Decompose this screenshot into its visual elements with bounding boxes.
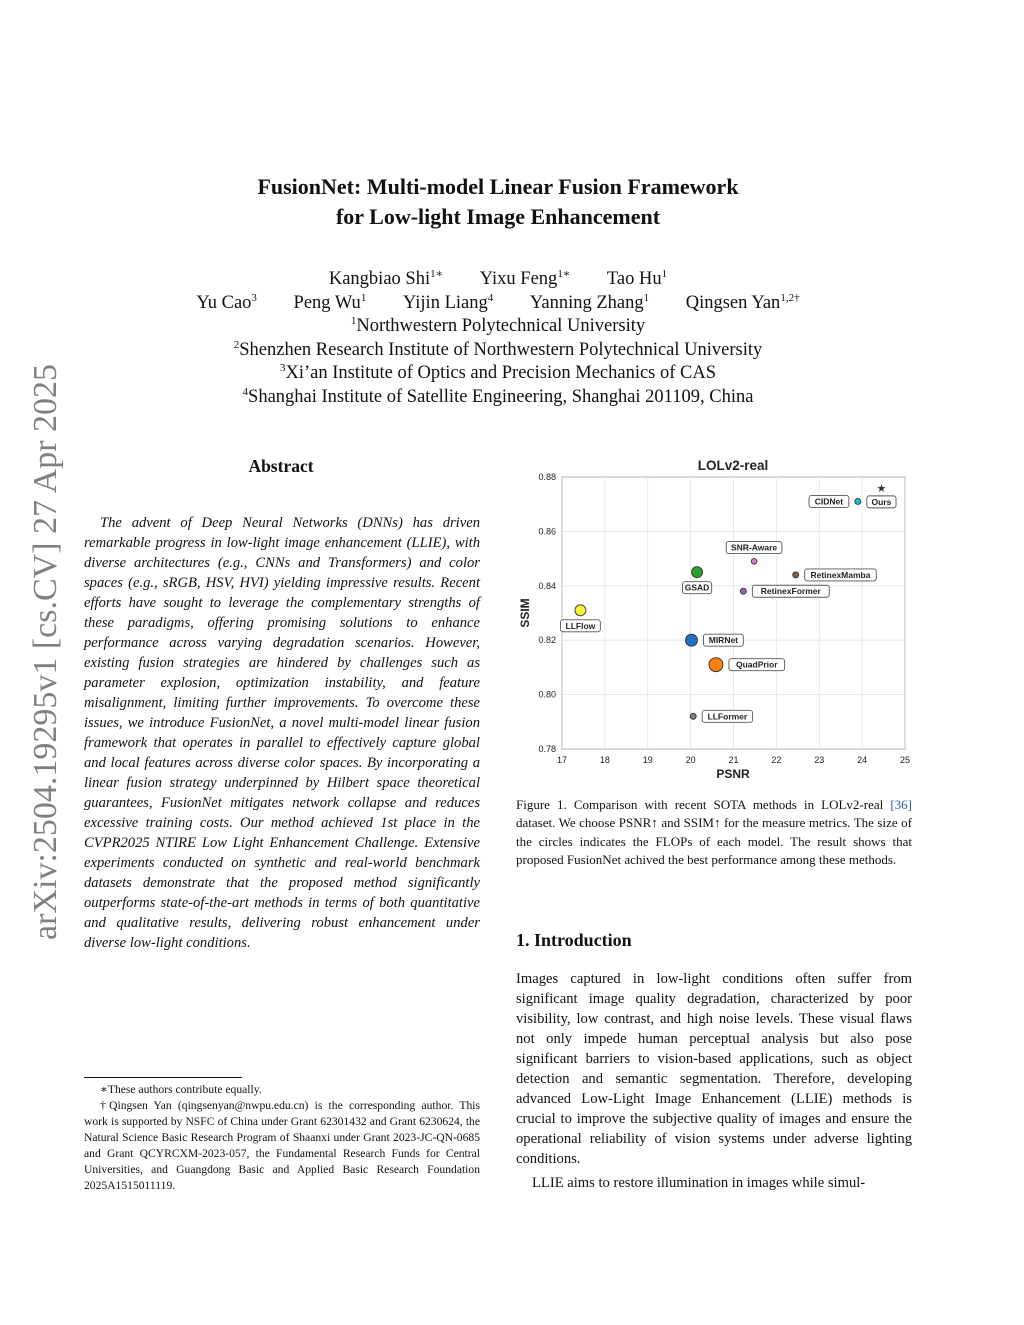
data-label: MIRNet bbox=[708, 635, 739, 646]
x-tick-label: 24 bbox=[857, 755, 868, 765]
data-label: GSAD bbox=[684, 582, 710, 593]
data-label: QuadPrior bbox=[735, 659, 778, 670]
data-point-retinexformer bbox=[740, 588, 746, 594]
y-tick-label: 0.86 bbox=[538, 526, 556, 537]
data-point-retinexmamba bbox=[793, 572, 799, 578]
footnote-corresponding-author: †Qingsen Yan (qingsenyan@nwpu.edu.cn) is the corresponding author. This work is supported by NSFC of China under Grant 62301432 and Grant 6230624, the Natural Science Basic Research Program of Shaanxi under Grant 2023-JC-QN-0685 and Grant QCYRCXM-2023-057, the Fundamental Research Funds for Central Universities, and Guangdong Basic and Applied Basic Research Foundation 2025A1515011119. bbox=[84, 1099, 480, 1192]
x-tick-label: 22 bbox=[771, 755, 782, 765]
abstract-body: The advent of Deep Neural Networks (DNNs) has driven remarkable progress in low-light image enhancement (LLIE), with diverse architectures (e.g., CNNs and Transformers) and color spaces (e.g., sRGB, HSV, HVI) yielding impressive results. Recent efforts have sought to leverage the complementary strengths of these paradigms, offering promising solutions to enhance performance across varying degradation scenarios. However, existing fusion strategies are hindered by challenges such as parameter explosion, optimization instability, and feature misalignment, limiting further improvements. To overcome these issues, we introduce FusionNet, a novel multi-model linear fusion framework that operates in parallel to effectively capture global and local features across diverse color spaces. By incorporating a linear fusion strategy underpinned by Hilbert space theoretical guarantees, FusionNet mitigates network collapse and reduces excessive training costs. Our method achieved 1st place in the CVPR2025 NTIRE Low Light Enhancement Challenge. Extensive experiments conducted on synthetic and real-world benchmark datasets demonstrate that the proposed method significantly outperforms state-of-the-art methods in terms of both quantitative and qualitative results, delivering robust enhancement under diverse low-light conditions. bbox=[84, 515, 480, 951]
star-marker: ★ bbox=[876, 482, 887, 495]
affiliation: $^2$Shenzhen Research Institute of Northwestern Polytechnical University bbox=[233, 338, 763, 360]
footnote-divider bbox=[84, 1077, 242, 1078]
author: Tao Hu$^1$ bbox=[606, 268, 668, 289]
introduction-body bbox=[516, 969, 912, 1193]
figure-caption: Figure 1. Comparison with recent SOTA methods in LOLv2-real [36] dataset. We choose PSNR↑ and SSIM↑ for the measure metrics. The size of the circles indicates the FLOPs of each model. The result shows that proposed FusionNet achived the best performance among these methods. bbox=[516, 797, 912, 868]
x-axis-label: PSNR bbox=[716, 767, 750, 781]
data-point-llformer bbox=[690, 713, 696, 719]
data-label: CIDNet bbox=[814, 496, 844, 507]
y-tick-label: 0.82 bbox=[538, 635, 556, 646]
data-label: Ours bbox=[871, 496, 892, 507]
data-label: RetinexFormer bbox=[760, 586, 821, 597]
x-tick-label: 23 bbox=[814, 755, 825, 765]
data-point-gsad bbox=[692, 567, 703, 578]
author: Yu Cao$^3$ bbox=[196, 291, 257, 313]
affiliation: $^4$Shanghai Institute of Satellite Engineering, Shanghai 201109, China bbox=[242, 385, 754, 407]
y-tick-label: 0.84 bbox=[538, 580, 556, 591]
intro-paragraph-1: Images captured in low-light conditions often suffer from significant image quality degradation, characterized by poor visibility, low contrast, and high noise levels. These visual flaws not only impede human perceptual analysis but also pose significant barriers to vision-based applications, such as object detection and semantic segmentation. Therefore, developing advanced Low-Light Image Enhancement (LLIE) methods is crucial to improve the subjective quality of images and ensure the operational reliability of vision systems under adverse lighting conditions. bbox=[516, 971, 912, 1167]
title-line-2: for Low-light Image Enhancement bbox=[335, 204, 661, 229]
data-point-cidnet bbox=[855, 498, 861, 504]
x-tick-label: 17 bbox=[556, 755, 568, 765]
section-heading-introduction: 1. Introduction bbox=[516, 930, 632, 950]
x-tick-label: 20 bbox=[685, 755, 696, 765]
y-tick-label: 0.88 bbox=[538, 472, 556, 482]
x-tick-label: 21 bbox=[728, 755, 739, 765]
y-axis-label: SSIM bbox=[518, 598, 532, 628]
figure-1 bbox=[513, 452, 915, 782]
data-label: SNR-Aware bbox=[731, 542, 778, 553]
scatter-chart bbox=[513, 452, 915, 782]
affiliation: $^1$Northwestern Polytechnical University bbox=[350, 315, 646, 337]
data-point-mirnet bbox=[685, 634, 697, 646]
paper-title bbox=[0, 172, 996, 232]
x-tick-label: 25 bbox=[899, 755, 911, 765]
footnote-equal-contribution: ∗These authors contribute equally. bbox=[100, 1083, 262, 1096]
x-tick-label: 19 bbox=[642, 755, 653, 765]
data-point-snr-aware bbox=[751, 559, 757, 565]
title-line-1: FusionNet: Multi-model Linear Fusion Framework bbox=[257, 174, 739, 199]
y-tick-label: 0.80 bbox=[538, 689, 556, 700]
author: Yanning Zhang$^1$ bbox=[529, 291, 650, 313]
author-line-2 bbox=[0, 292, 996, 316]
data-point-quadprior bbox=[709, 658, 723, 672]
affiliation: $^3$Xi’an Institute of Optics and Precision Mechanics of CAS bbox=[279, 362, 717, 384]
author: Qingsen Yan$^{1,2\dagger}$ bbox=[685, 291, 800, 313]
author-line-1 bbox=[0, 268, 996, 292]
author: Kangbiao Shi$^{1∗}$ bbox=[328, 268, 444, 289]
citation-link[interactable]: [36] bbox=[890, 797, 912, 812]
data-point-llflow bbox=[575, 605, 586, 616]
footnotes bbox=[84, 1082, 480, 1194]
author: Yijin Liang$^4$ bbox=[402, 291, 494, 313]
data-label: LLFlow bbox=[565, 620, 596, 631]
author: Yixu Feng$^{1∗}$ bbox=[479, 268, 571, 289]
data-label: RetinexMamba bbox=[810, 569, 871, 580]
x-tick-label: 18 bbox=[599, 755, 610, 765]
intro-paragraph-2: LLIE aims to restore illumination in images while simul- bbox=[532, 1175, 866, 1191]
y-tick-label: 0.78 bbox=[538, 744, 556, 754]
arxiv-stamp: arXiv:2504.19295v1 [cs.CV] 27 Apr 2025 bbox=[27, 363, 64, 940]
chart-title: LOLv2-real bbox=[697, 458, 769, 473]
author: Peng Wu$^1$ bbox=[293, 291, 367, 313]
authors-block bbox=[0, 268, 996, 410]
abstract-heading: Abstract bbox=[248, 456, 314, 476]
data-label: LLFormer bbox=[707, 711, 748, 722]
